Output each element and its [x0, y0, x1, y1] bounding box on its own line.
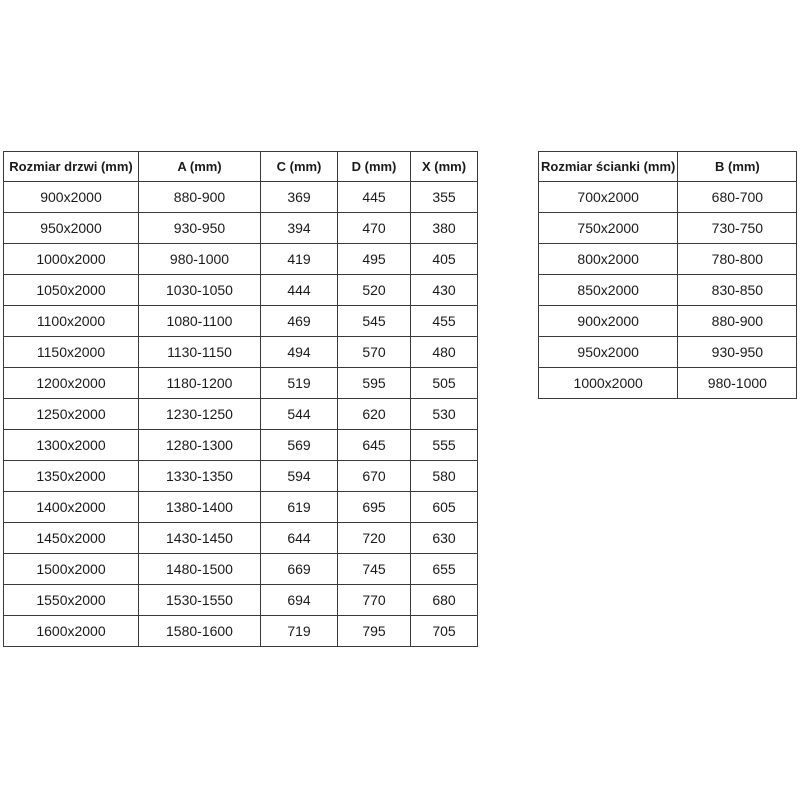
table-cell: 700x2000 — [539, 182, 678, 213]
table-cell: 1480-1500 — [139, 554, 261, 585]
table-cell: 795 — [338, 616, 411, 647]
table-row — [539, 337, 797, 368]
table-cell: 480 — [411, 337, 478, 368]
table-cell: 645 — [338, 430, 411, 461]
table-cell: 1330-1350 — [139, 461, 261, 492]
table-cell: 1080-1100 — [139, 306, 261, 337]
table-row — [4, 585, 478, 616]
table-cell: 419 — [261, 244, 338, 275]
table-cell: 1230-1250 — [139, 399, 261, 430]
table-cell: 1380-1400 — [139, 492, 261, 523]
table-cell: 1550x2000 — [4, 585, 139, 616]
table-cell: 1280-1300 — [139, 430, 261, 461]
column-header: A (mm) — [139, 152, 261, 182]
table-row — [4, 430, 478, 461]
table-cell: 930-950 — [139, 213, 261, 244]
table-cell: 495 — [338, 244, 411, 275]
table-cell: 705 — [411, 616, 478, 647]
column-header: C (mm) — [261, 152, 338, 182]
column-header: Rozmiar ścianki (mm) — [539, 152, 678, 182]
table-cell: 520 — [338, 275, 411, 306]
table-cell: 1100x2000 — [4, 306, 139, 337]
table-cell: 780-800 — [678, 244, 797, 275]
table-row — [4, 244, 478, 275]
column-header: B (mm) — [678, 152, 797, 182]
door-size-table-body — [4, 182, 478, 647]
table-cell: 900x2000 — [4, 182, 139, 213]
table-cell: 695 — [338, 492, 411, 523]
table-row — [4, 523, 478, 554]
table-cell: 880-900 — [139, 182, 261, 213]
column-header: Rozmiar drzwi (mm) — [4, 152, 139, 182]
door-size-table — [3, 151, 478, 647]
table-row — [4, 616, 478, 647]
table-row — [4, 461, 478, 492]
table-cell: 680-700 — [678, 182, 797, 213]
table-cell: 405 — [411, 244, 478, 275]
table-cell: 1350x2000 — [4, 461, 139, 492]
column-header: D (mm) — [338, 152, 411, 182]
table-cell: 470 — [338, 213, 411, 244]
table-row — [4, 182, 478, 213]
table-cell: 570 — [338, 337, 411, 368]
table-cell: 719 — [261, 616, 338, 647]
table-cell: 680 — [411, 585, 478, 616]
table-cell: 800x2000 — [539, 244, 678, 275]
table-cell: 720 — [338, 523, 411, 554]
table-cell: 694 — [261, 585, 338, 616]
table-cell: 380 — [411, 213, 478, 244]
table-cell: 830-850 — [678, 275, 797, 306]
table-cell: 1180-1200 — [139, 368, 261, 399]
table-cell: 494 — [261, 337, 338, 368]
table-cell: 1450x2000 — [4, 523, 139, 554]
wall-size-table-body — [539, 182, 797, 399]
wall-size-table-head — [539, 152, 797, 182]
table-cell: 455 — [411, 306, 478, 337]
table-row — [539, 244, 797, 275]
table-cell: 850x2000 — [539, 275, 678, 306]
table-cell: 544 — [261, 399, 338, 430]
table-row — [539, 275, 797, 306]
table-cell: 1400x2000 — [4, 492, 139, 523]
table-cell: 619 — [261, 492, 338, 523]
table-cell: 980-1000 — [678, 368, 797, 399]
table-cell: 355 — [411, 182, 478, 213]
table-cell: 930-950 — [678, 337, 797, 368]
table-cell: 444 — [261, 275, 338, 306]
table-cell: 1500x2000 — [4, 554, 139, 585]
table-cell: 1000x2000 — [539, 368, 678, 399]
table-cell: 1300x2000 — [4, 430, 139, 461]
table-cell: 1250x2000 — [4, 399, 139, 430]
table-row — [4, 492, 478, 523]
table-cell: 630 — [411, 523, 478, 554]
table-row — [4, 213, 478, 244]
table-cell: 469 — [261, 306, 338, 337]
table-cell: 770 — [338, 585, 411, 616]
table-row — [539, 306, 797, 337]
table-cell: 1130-1150 — [139, 337, 261, 368]
table-cell: 730-750 — [678, 213, 797, 244]
table-cell: 620 — [338, 399, 411, 430]
table-row — [4, 337, 478, 368]
table-cell: 900x2000 — [539, 306, 678, 337]
table-cell: 1580-1600 — [139, 616, 261, 647]
table-cell: 669 — [261, 554, 338, 585]
column-header: X (mm) — [411, 152, 478, 182]
table-header-row — [539, 152, 797, 182]
table-cell: 505 — [411, 368, 478, 399]
table-cell: 1150x2000 — [4, 337, 139, 368]
table-cell: 655 — [411, 554, 478, 585]
table-cell: 1000x2000 — [4, 244, 139, 275]
table-row — [539, 182, 797, 213]
table-row — [539, 368, 797, 399]
table-cell: 369 — [261, 182, 338, 213]
table-cell: 670 — [338, 461, 411, 492]
table-row — [4, 275, 478, 306]
table-cell: 880-900 — [678, 306, 797, 337]
table-cell: 950x2000 — [539, 337, 678, 368]
table-cell: 1600x2000 — [4, 616, 139, 647]
wall-size-table — [538, 151, 797, 399]
table-cell: 750x2000 — [539, 213, 678, 244]
table-cell: 594 — [261, 461, 338, 492]
table-cell: 745 — [338, 554, 411, 585]
door-size-table-head — [4, 152, 478, 182]
table-cell: 430 — [411, 275, 478, 306]
table-cell: 1050x2000 — [4, 275, 139, 306]
table-cell: 569 — [261, 430, 338, 461]
table-cell: 580 — [411, 461, 478, 492]
table-cell: 519 — [261, 368, 338, 399]
table-cell: 950x2000 — [4, 213, 139, 244]
table-cell: 644 — [261, 523, 338, 554]
table-cell: 1200x2000 — [4, 368, 139, 399]
table-row — [4, 554, 478, 585]
table-cell: 555 — [411, 430, 478, 461]
table-cell: 1030-1050 — [139, 275, 261, 306]
table-cell: 1530-1550 — [139, 585, 261, 616]
table-cell: 605 — [411, 492, 478, 523]
table-header-row — [4, 152, 478, 182]
table-row — [4, 368, 478, 399]
table-cell: 545 — [338, 306, 411, 337]
table-row — [4, 399, 478, 430]
table-cell: 1430-1450 — [139, 523, 261, 554]
table-cell: 595 — [338, 368, 411, 399]
table-cell: 530 — [411, 399, 478, 430]
table-row — [539, 213, 797, 244]
table-cell: 394 — [261, 213, 338, 244]
table-cell: 445 — [338, 182, 411, 213]
table-row — [4, 306, 478, 337]
table-cell: 980-1000 — [139, 244, 261, 275]
